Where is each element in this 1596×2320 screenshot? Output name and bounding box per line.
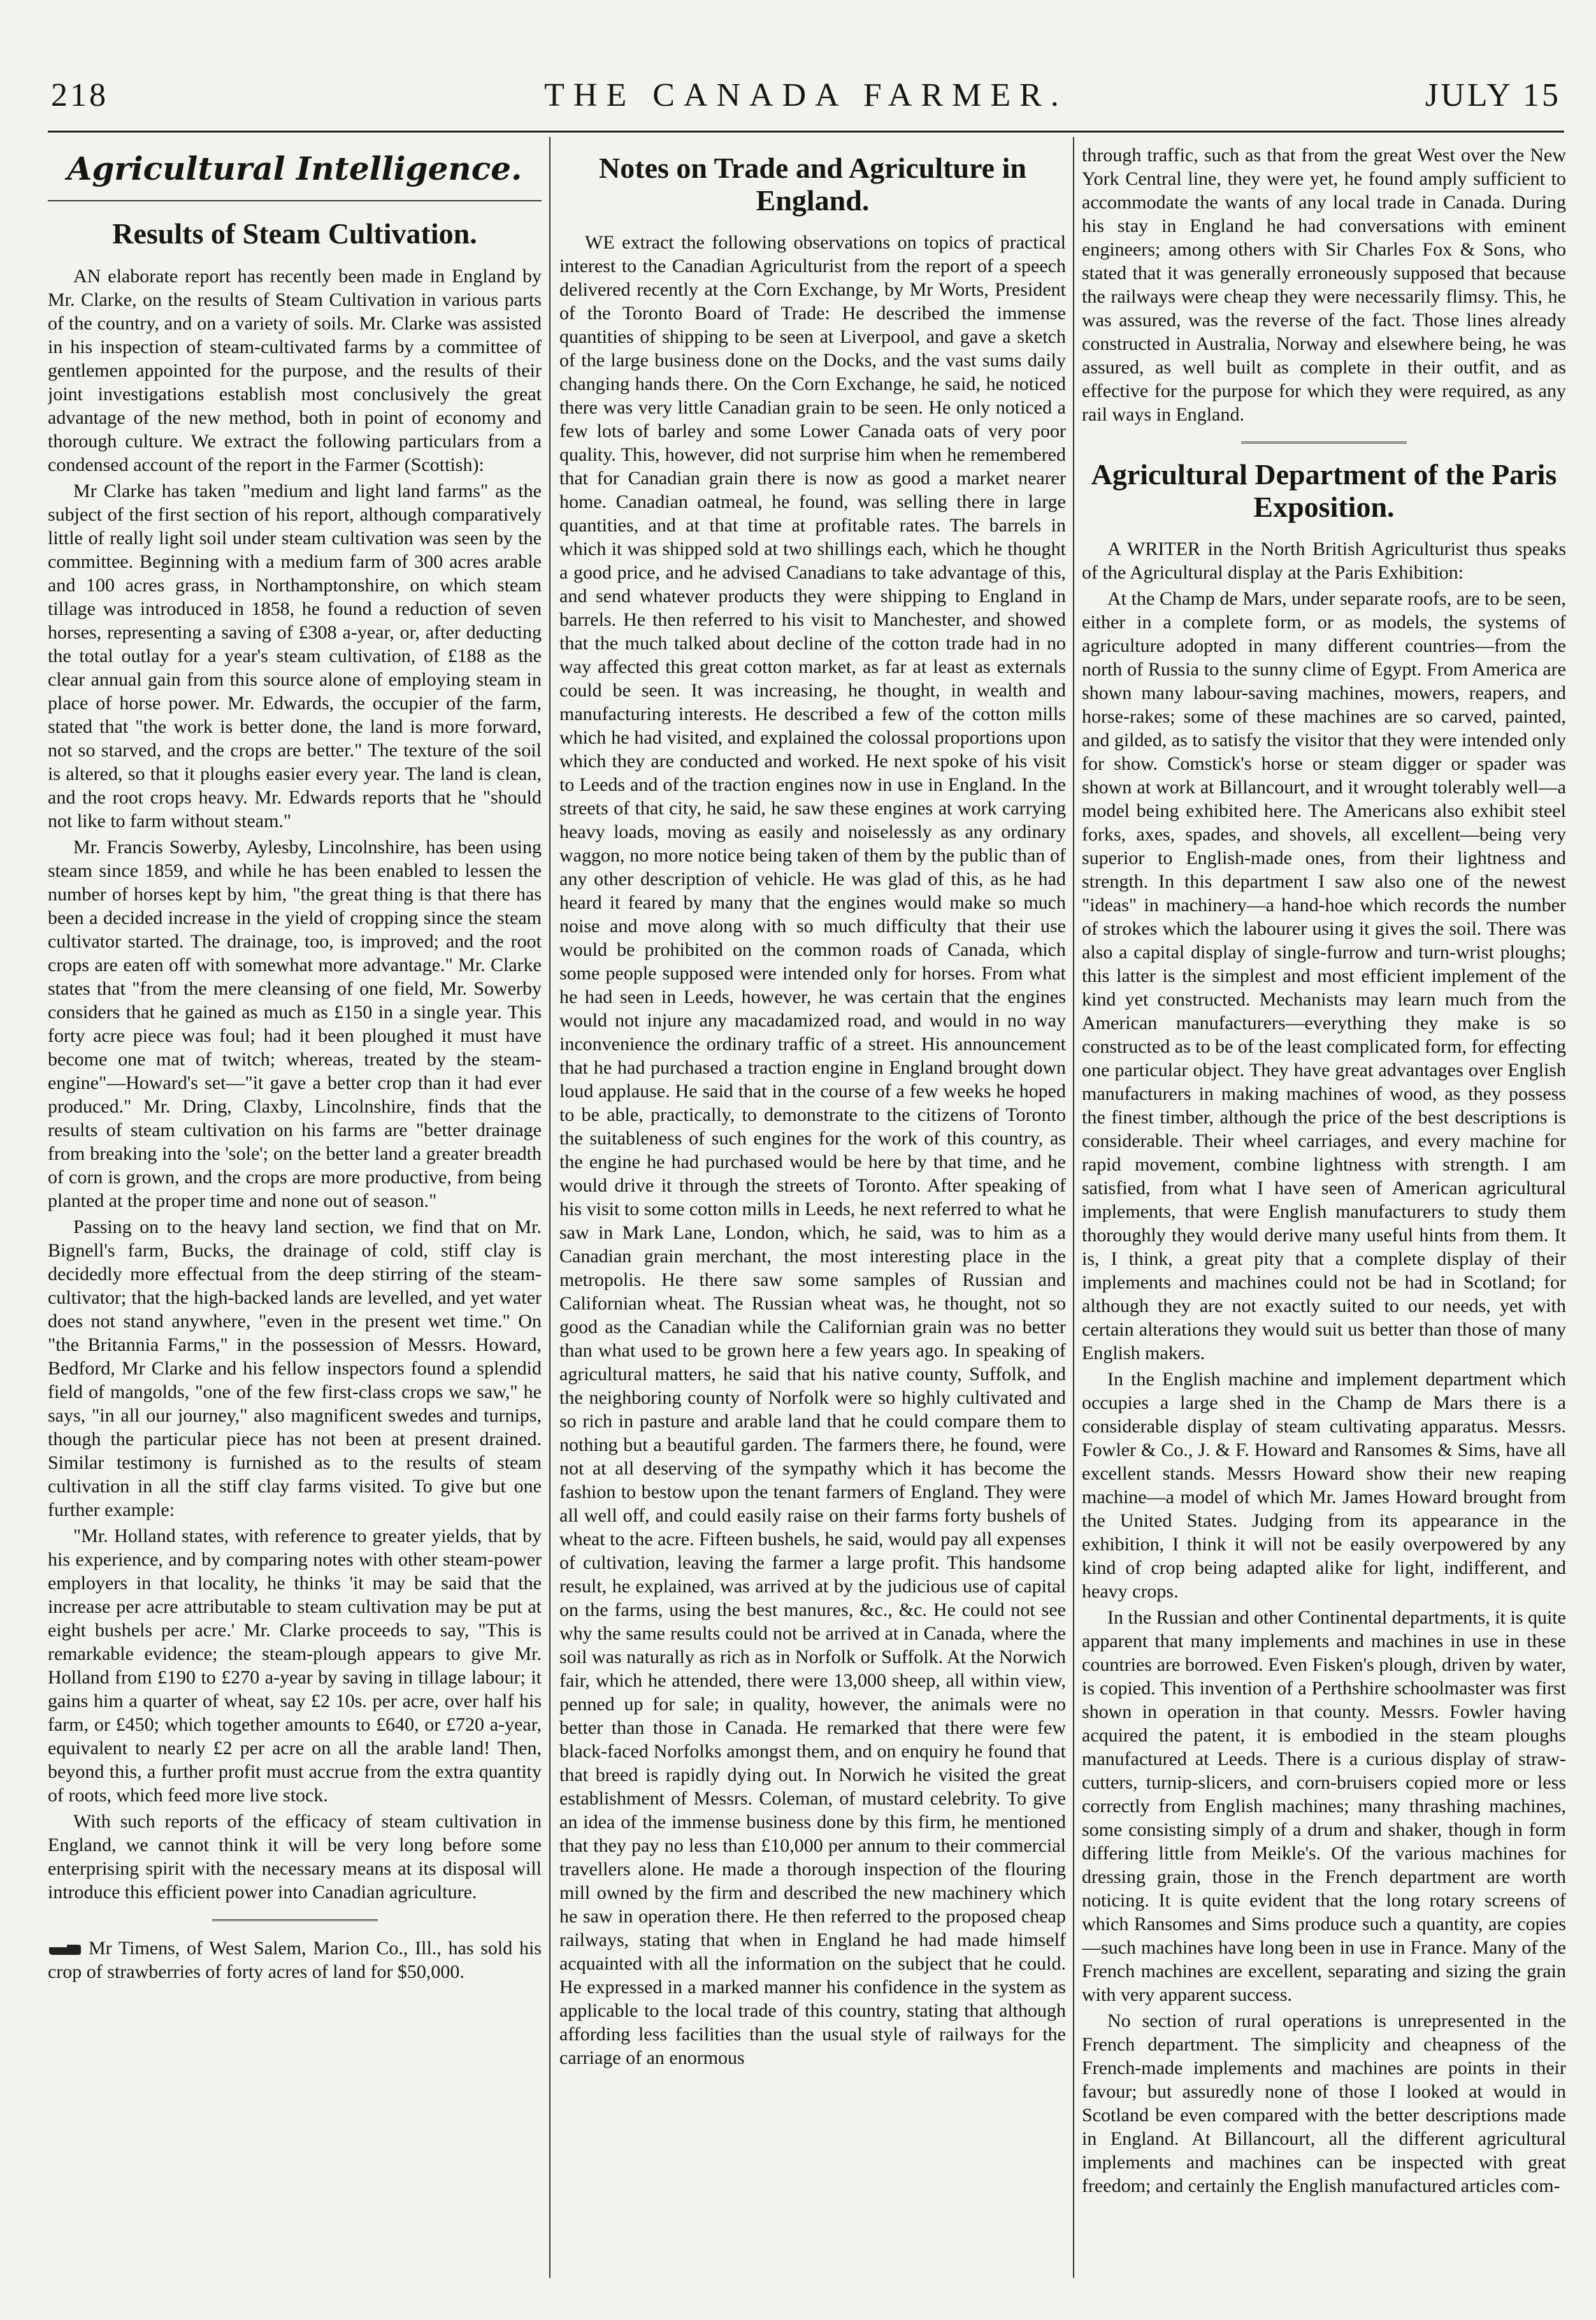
article-title-steam-cultivation: Results of Steam Cultivation. — [112, 217, 477, 250]
article-paragraph: At the Champ de Mars, under separate roofs, are to be seen, either in a complete form, or as models, the systems of agriculture adopted in many different countries—from the north of Russia to the sunny clime of Egypt. From America are shown many labour-saving machines, mowers, reapers, and horse-rakes; some of these machines are so carved, painted, and gilded, as to satisfy the visitor that they were intended only for show. Comstick's horse or steam digger or spader was shown at work at Billancourt, and it wrought tolerably well—a model being exhibited here. The Americans also exhibit steel forks, axes, spades, and shovels, all excellent—being very superior to English-made ones, from their lightness and strength. In this department I saw also one of the newest "ideas" in machinery—a hand-hoe which records the number of strokes which the labourer using it gives the soil. There was also a capital display of single-furrow and turn-wrist ploughs; this latter is the simplest and most efficient implement of the kind yet constructed. Mechanists may learn much from the American manufacturers—everything they make is so constructed as to be of the least complicated form, for effecting one particular object. They have great advantages over English manufacturers in making machines of wood, as they possess the finest timber, although the price of the best descriptions is considerable. Their wheel carriages, and every machine for rapid movement, combine lightness with strength. I am satisfied, from what I have seen of American agricultural implements, that were English manufacturers to study them thoroughly they would derive many useful hints from them. It is, I think, a great pity that a complete display of their implements and machines could not be had in Scotland; for although they are not exactly suited to our needs, yet with certain alterations they would suit us better than those of many English makers. — [1082, 588, 1566, 1364]
page-number: 218 — [51, 77, 108, 113]
article-paragraph: Passing on to the heavy land section, we find that on Mr. Bignell's farm, Bucks, the drainage of cold, stiff clay is decidedly more effectual from the deep stirring of the steam-cultivator; that the high-backed lands are levelled, and yet water does not stand anywhere, "even in the present wet time." On "the Britannia Farms," in the possession of Messrs. Howard, Bedford, Mr Clarke and his fellow inspectors found a splendid field of mangolds, "one of the few first-class crops we saw," he says, "in all our journey," also magnificent swedes and turnips, though the particular piece has not been at present drained. Similar testimony is furnished as to the results of steam cultivation in all the stiff clay farms visited. To give but one further example: — [48, 1216, 542, 1520]
article-paragraph: With such reports of the efficacy of steam cultivation in England, we cannot think it will be very long before some enterprising spirit with the necessary means at its disposal will introduce this efficient power into Canadian agriculture. — [48, 1810, 542, 1903]
article-paragraph: "Mr. Holland states, with reference to greater yields, that by his experience, and by comparing notes with other steam-power employers in that locality, he thinks 'it may be said that the increase per acre attributable to steam cultivation may be put at eight bushels per acre.' Mr. Clarke proceeds to say, "This is remarkable evidence; the steam-plough appears to give Mr. Holland from £190 to £270 a-year by saving in tillage labour; it gains him a quarter of wheat, say £2 10s. per acre, over half his farm, or £450; which together amounts to £640, or £720 a-year, equivalent to nearly £2 per acre on all the arable land! Then, beyond this, a further profit must accrue from the extra quantity of roots, which feed more live stock. — [48, 1525, 542, 1806]
article-paragraph: Mr. Francis Sowerby, Aylesby, Lincolnshire, has been using steam since 1859, and while he has been enabled to lessen the number of horses kept by him, "the great thing is that there has been a decided increase in the yield of cropping since the steam cultivator started. The drainage, too, is improved; and the root crops are eaten off with somewhat more advantage." Mr. Clarke states that "from the mere cleansing of one field, Mr. Sowerby considers that he gained as much as £150 in a single year. This forty acre piece was foul; had it been ploughed it must have become one mat of twitch; whereas, treated by the steam-engine"—Howard's set—"it gave a better crop than it had ever produced." Mr. Dring, Claxby, Lincolnshire, finds that the results of steam cultivation on his farms are "better drainage from breaking into the 'sole'; on the better land a greater breadth of corn is grown, and the crops are more productive, from being planted at the proper time and none out of season." — [48, 836, 542, 1211]
article-paragraph: No section of rural operations is unrepresented in the French department. The simplicity and cheapness of the French-made implements and machines are points in their favour; but assuredly none of those I looked at would in Scotland be even compared with the better descriptions made in England. At Billancourt, all the different agricultural implements and machines can be inspected with great freedom; and certainly the English manufactured articles com- — [1082, 2010, 1566, 2197]
article-title-paris-exposition: Agricultural Department of the Paris Exposition. — [1091, 458, 1557, 523]
column-left — [48, 143, 542, 2275]
news-note — [48, 1936, 542, 1984]
header-divider — [48, 131, 1564, 133]
section-divider — [48, 200, 542, 201]
section-heading: Agricultural Intelligence. — [67, 150, 522, 187]
article-continuation: through traffic, such as that from the great West over the New York Central line, they were yet, he found amply sufficient to accommodate the wants of any local trade in Canada. During his stay in England he had conversations with eminent engineers; among others with Sir Charles Fox & Sons, who stated that it was generally erroneously supposed that because the railways were cheap they were necessarily flimsy. This, he was assured, was the reverse of the fact. Those lines already constructed in Australia, Norway and elsewhere being, he was assured, as well built as complete in their outfit, and as effective for the purpose for which they were required, as any rail ways in England. — [1082, 145, 1566, 425]
issue-date: JULY 15 — [1425, 77, 1561, 113]
masthead — [51, 76, 1561, 121]
article-paragraph: In the Russian and other Continental departments, it is quite apparent that many implements and machines in use in these countries are borrowed. Even Fisken's plough, driven by water, is copied. This invention of a Perthshire schoolmaster was first shown in operation in that county. Messrs. Fowler having acquired the patent, it is embodied in the steam ploughs manufactured at Leeds. There is a curious display of straw-cutters, turnip-slicers, and corn-bruisers copied more or less correctly from English machines; many thrashing machines, some consisting simply of a drum and shaker, though in form differing little from Meikle's. Of the various machines for dressing grain, those in the French department are worth noticing. It is quite evident that the long rotary screens of which Ransomes and Sims produce such a quantity, are copies—such machines have long been in use in France. Many of the French machines are excellent, separating and sizing the grain with very apparent success. — [1082, 1607, 1566, 2006]
article-title-trade-agriculture: Notes on Trade and Agriculture in England. — [599, 152, 1026, 217]
article-paragraph: Mr Clarke has taken "medium and light land farms" as the subject of the first section of his report, although comparatively little of really light soil under steam cultivation was seen by the committee. Beginning with a medium farm of 300 acres arable and 100 acres grass, in Northamptonshire, on which steam tillage was introduced in 1858, he found a reduction of seven horses, representing a saving of £308 a-year, or, after deducting the total outlay for a year's steam cultivation, of £188 as the clear annual gain from this source alone of employing steam in place of horse power. Mr. Edwards, the occupier of the farm, stated that "the work is better done, the land is more forward, not so starved, and the crops are better." The texture of the soil is altered, so that it ploughs easier every year. The land is clean, and the root crops heavy. Mr. Edwards reports that he "should not like to farm without steam." — [48, 480, 542, 832]
news-note-text: Mr Timens, of West Salem, Marion Co., Ill., has sold his crop of strawberries of forty acres of land for $50,000. — [48, 1937, 542, 1982]
pointing-hand-icon — [48, 1942, 82, 1957]
column-right — [1082, 143, 1566, 2275]
column-divider — [1073, 137, 1074, 2278]
column-divider — [549, 137, 550, 2278]
ornamental-divider — [1241, 442, 1407, 443]
publication-title: THE CANADA FARMER. — [544, 77, 1068, 113]
ornamental-divider — [212, 1919, 378, 1921]
article-paragraph: A WRITER in the North British Agriculturist thus speaks of the Agricultural display at the Paris Exhibition: — [1082, 538, 1566, 584]
article-paragraph: WE extract the following observations on topics of practical interest to the Canadian Agriculturist from the report of a speech delivered recently at the Corn Exchange, by Mr Worts, President of the Toronto Board of Trade: He described the immense quantities of shipping to be seen at Liverpool, and gave a sketch of the large business done on the Docks, and the vast sums daily changing hands there. On the Corn Exchange, he said, he noticed there was very little Canadian grain to be seen. He only noticed a few lots of barley and some Lower Canada oats of very poor quality. This, however, did not surprise him when he remembered that for Canadian grain there is now as good a market nearer home. Canadian oatmeal, he found, was selling there in large quantities, and at that time at profitable rates. The barrels in which it was shipped sold at two shillings each, which he thought a good price, and he advised Canadians to take advantage of this, and send whatever products they were shipping to England in barrels. He then referred to his visit to Manchester, and showed that the much talked about decline of the cotton trade had in no way affected this great cotton market, as far at least as externals could be seen. It was increasing, he thought, in wealth and manufacturing interests. He described a few of the cotton mills which he had visited, and explained the colossal proportions upon which they are conducted and worked. He next spoke of his visit to Leeds and of the traction engines now in use in England. In the streets of that city, he said, he saw these engines at work carrying heavy loads, moving as easily and noiselessly as any ordinary waggon, no more notice being taken of them by the public than of any other description of vehicle. He was glad of this, as he had heard it feared by many that the engines would make so much noise and move along with so much difficulty that their use would be prohibited on the common roads of Canada, which some people supposed were intended only for horses. From what he had seen in Leeds, however, he was certain that the engines would not injure any macadamized road, and would in no way inconvenience the ordinary traffic of a street. His announcement that he had purchased a traction engine in England brought down loud applause. He said that in the course of a few weeks he hoped to be able, practically, to demonstrate to the citizens of Toronto the suitableness of such engines for the work of this country, as the engine he had purchased would be here by that time, and he would drive it through the streets of Toronto. After speaking of his visit to some cotton mills in Leeds, he next referred to what he saw in Mark Lane, London, which, he said, was to him as a Canadian grain merchant, the most interesting place in the metropolis. He there saw some samples of Russian and Californian wheat. The Russian wheat was, he thought, not so good as the Canadian while the Californian grain was no better than what used to be grown here a few years ago. In speaking of agricultural matters, he said that his native county, Suffolk, and the neighboring county of Norfolk were so highly cultivated and so rich in pasture and arable land that he could compare them to nothing but a beautiful garden. The farmers there, he found, were not at all deserving of the sympathy which it has become the fashion to bestow upon the tenant farmers of England. They were all well off, and could easily raise on their farms forty bushels of wheat to the acre. Fifteen bushels, he said, would pay all expenses of cultivation, leaving the farmer a large profit. This handsome result, he explained, was arrived at by the judicious use of capital on the farms, using the best manures, &c., &c. He could not see why the same results could not be arrived at in Canada, where the soil was naturally as rich as in Norfolk or Suffolk. At the Norwich fair, which he attended, there were 13,000 sheep, all within view, penned up for sale; in quality, however, the animals were no better than those in Canada. He remarked that there were few black-faced Norfolks amongst them, and on enquiry he found that that breed is rapidly dying out. In Norwich he visited the great establishment of Messrs. Coleman, of mustard celebrity. To give an idea of the immense business done by this firm, he mentioned that they pay no less than £10,000 per annum to their commercial travellers alone. He made a thorough inspection of the flouring mill owned by the firm and described the new machinery which he saw in operation there. He then referred to the proposed cheap railways, stating that when in England he had made himself acquainted with all the information on the subject that he could. He expressed in a marked manner his confidence in the system as applicable to the local trade of this country, stating that although affording less facilities than the usual style of railways for the carriage of an enormous — [559, 232, 1066, 2069]
article-paragraph: In the English machine and implement department which occupies a large shed in the Champ de Mars there is a considerable display of steam cultivating apparatus. Messrs. Fowler & Co., J. & F. Howard and Ransomes & Sims, have all excellent stands. Messrs Howard show their new reaping machine—a model of which Mr. James Howard brought from the United States. Judging from its appearance in the exhibition, I think it will not be easily overpowered by any kind of crop being adapted alike for light, indifferent, and heavy crops. — [1082, 1369, 1566, 1603]
article-paragraph: AN elaborate report has recently been made in England by Mr. Clarke, on the results of Steam Cultivation in various parts of the country, and on a variety of soils. Mr. Clarke was assisted in his inspection of steam-cultivated farms by a committee of gentlemen appointed for the purpose, and the results of their joint investigations establish most conclusively the great advantage of the new method, both in point of economy and thorough culture. We extract the following particulars from a condensed account of the report in the Farmer (Scottish): — [48, 265, 542, 475]
column-middle — [559, 143, 1066, 2275]
